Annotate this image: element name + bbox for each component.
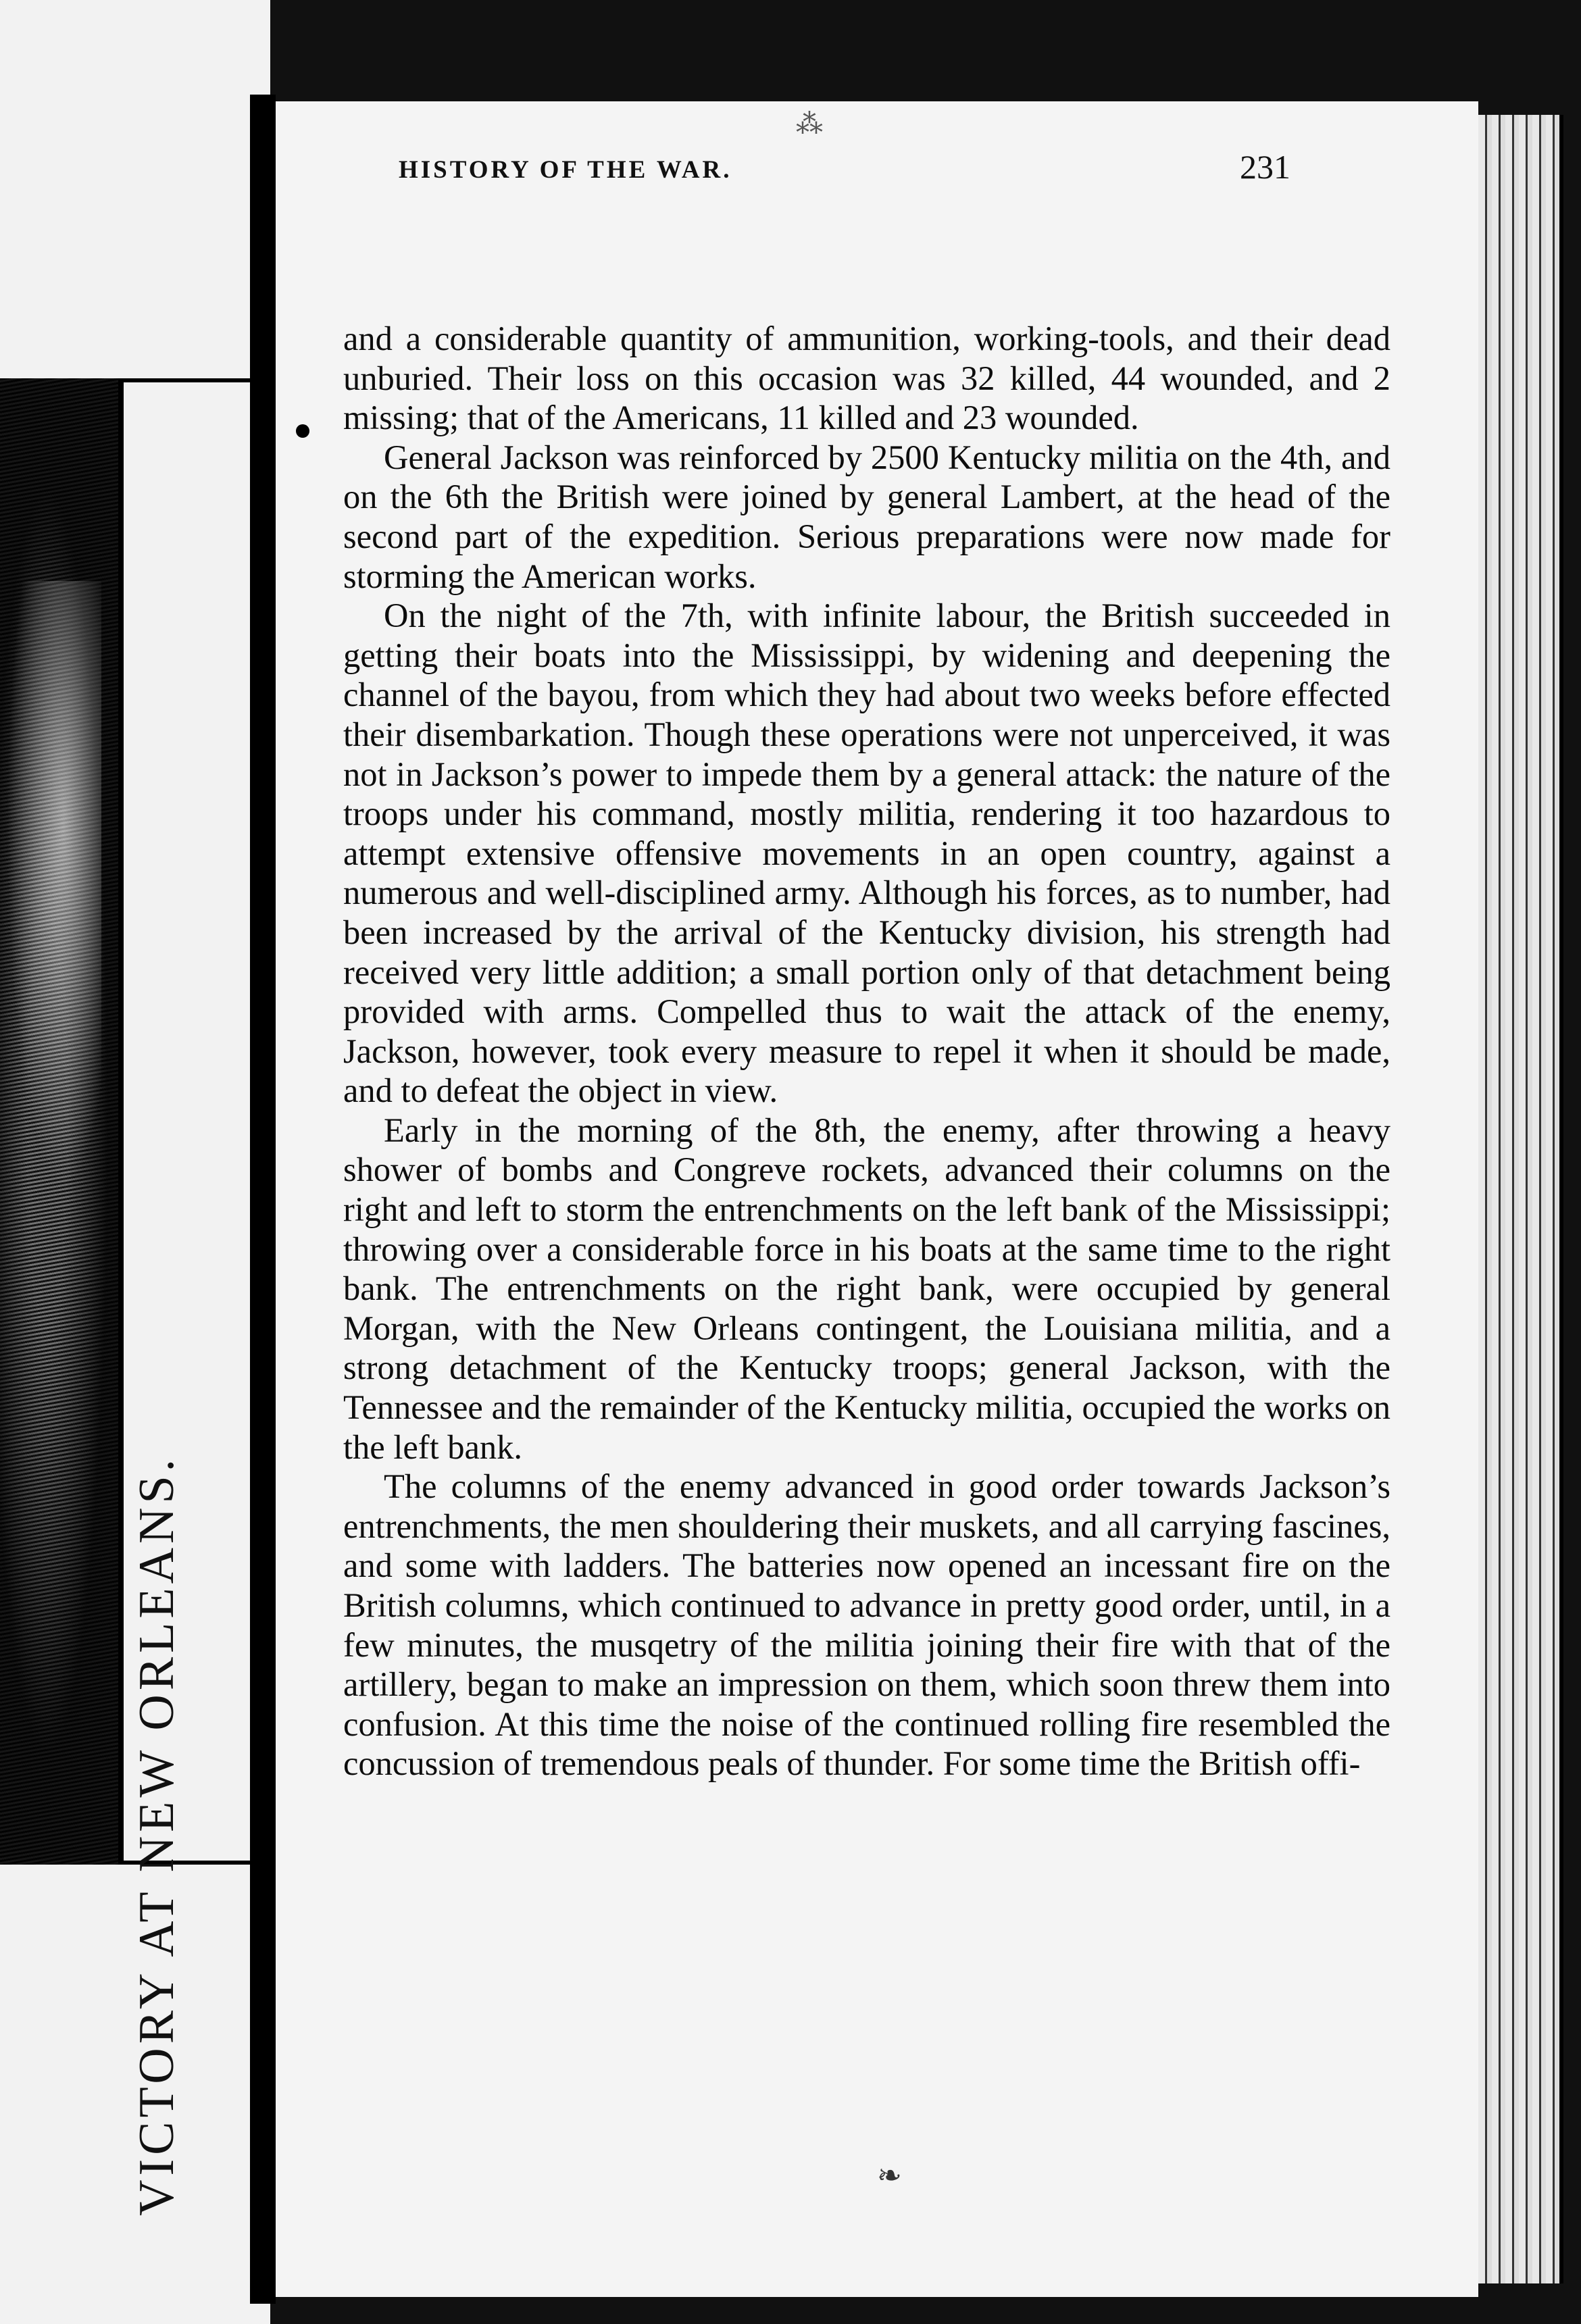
plate-caption: VICTORY AT NEW ORLEANS. bbox=[129, 1455, 184, 2216]
paragraph-3: On the night of the 7th, with infinite labour, the British succeeded in getting their boats into the Mississippi, by widening and deepening the channel of the bayou, from which they had about two weeks before effected their disembarkation. Though these operations were not unperceived, it was not in Jackson’s power to impede them by a general attack: the nature of the troops under his command, mostly militia, rendering it too hazardous to attempt extensive offensive movements in an open country, against a numerous and well-disciplined army. Although his forces, as to number, had been increased by the arrival of the Kentucky division, his strength had received very little addition; a small portion only of that detachment being provided with arms. Compelled thus to wait the attack of the enemy, Jackson, however, took every measure to repel it when it should be made, and to defeat the object in view. bbox=[343, 597, 1390, 1110]
paragraph-4: Early in the morning of the 8th, the enemy, after throwing a heavy shower of bombs and Congreve rockets, advanced their columns on the right and left to storm the entrenchments on the left bank of the Mississippi; throwing over a considerable force in his boats at the same time to the right bank. The entrenchments on the right bank, were occupied by general Morgan, with the New Orleans contingent, the Louisiana militia, and a strong detachment of the Kentucky troops; general Jackson, with the Tennessee and the remainder of the Kentucky militia, occupied the works on the left bank. bbox=[343, 1111, 1390, 1466]
ink-mark-top: ⁂ bbox=[796, 109, 823, 139]
page-edges bbox=[1478, 115, 1563, 2283]
paragraph-5: The columns of the enemy advanced in good order towards Jackson’s entrenchments, the men shouldering their muskets, and all carrying fascines, and some with ladders. The batteries now opened an incessant fire on the British columns, which continued to advance in pretty good order, until, in a few minutes, the musqetry of the militia joining their fire with that of the artillery, began to make an impression on them, which soon threw them into confusion. At this time the noise of the continued rolling fire resembled the concussion of tremendous peals of thunder. For some time the British offi- bbox=[343, 1467, 1390, 1783]
margin-dot bbox=[296, 424, 309, 438]
page-header bbox=[399, 148, 1290, 209]
body-text bbox=[343, 319, 1390, 1784]
page-number: 231 bbox=[1240, 148, 1290, 186]
facing-plate bbox=[0, 0, 270, 2324]
ink-mark-bottom: ❧ bbox=[877, 2159, 902, 2192]
running-head: HISTORY OF THE WAR. bbox=[399, 156, 732, 184]
paragraph-1: and a considerable quantity of ammunition, working-tools, and their dead unburied. Their loss on this occasion was 32 killed, 44 wounded, and 2 missing; that of the Americans, 11 killed and 23 wounded. bbox=[343, 320, 1390, 437]
paragraph-2: General Jackson was reinforced by 2500 Kentucky militia on the 4th, and on the 6th the British were joined by general Lambert, at the head of the second part of the expedition. Serious preparations were now made for storming the American works. bbox=[343, 438, 1390, 595]
book-gutter bbox=[250, 95, 276, 2304]
engraving-image bbox=[0, 378, 124, 1865]
book-page bbox=[276, 101, 1478, 2297]
